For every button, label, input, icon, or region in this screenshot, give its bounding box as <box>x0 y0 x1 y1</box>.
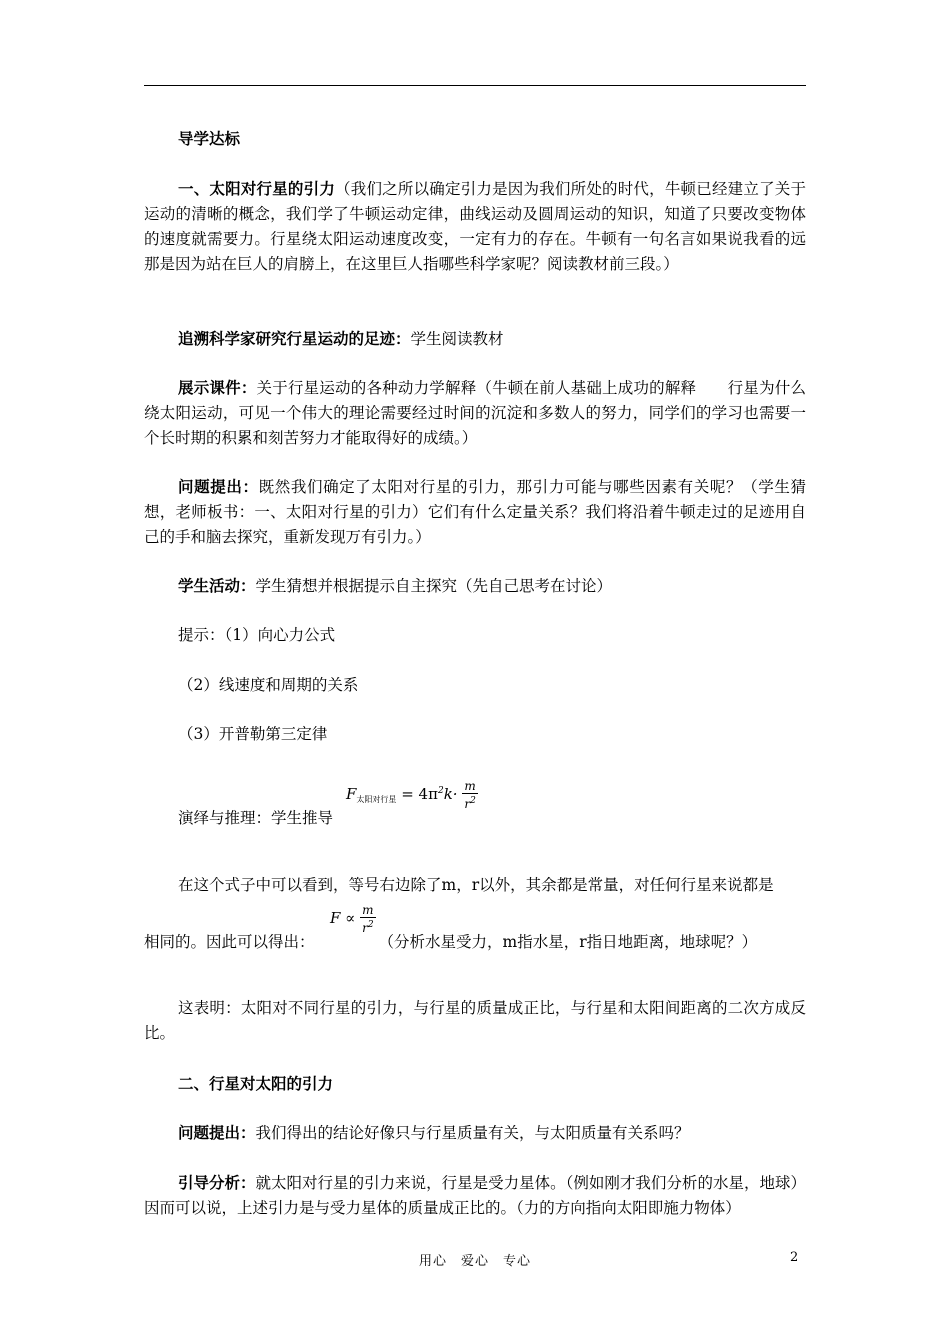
question2-label: 问题提出： <box>178 1123 256 1142</box>
derivation-text: 演绎与推理：学生推导 <box>178 809 334 827</box>
trace-label: 追溯科学家研究行星运动的足迹： <box>178 329 411 348</box>
hint-3: （3）开普勒第三定律 <box>178 725 328 743</box>
question2-text: 我们得出的结论好像只与行星质量有关，与太阳质量有关系吗？ <box>255 1124 690 1142</box>
hint-2: （2）线速度和周期的关系 <box>178 676 359 694</box>
header-rule <box>144 85 806 86</box>
courseware-label: 展示课件： <box>178 378 257 397</box>
activity-label: 学生活动： <box>178 576 256 595</box>
question1-label: 问题提出： <box>178 477 259 496</box>
guide-paragraph <box>144 1170 806 1221</box>
activity-text: 学生猜想并根据提示自主探究（先自己思考在讨论） <box>255 577 613 595</box>
statement: 这表明：太阳对不同行星的引力，与行星的质量成正比，与行星和太阳间距离的二次方成反比。 <box>144 999 806 1042</box>
conclusion-line1: 在这个式子中可以看到，等号右边除了m，r以外，其余都是常量，对任何行星来说都是 <box>178 876 774 894</box>
guide-text: 就太阳对行星的引力来说，行星是受力星体。（例如刚才我们分析的水星，地球）因而可以说，上述引力是与受力星体的质量成正比的。（力的方向指向太阳即施力物体） <box>144 1174 806 1217</box>
section1-title: 一、太阳对行星的引力 <box>178 179 336 198</box>
trace-paragraph <box>144 326 806 352</box>
heading: 导学达标 <box>178 129 241 148</box>
question1-paragraph <box>144 474 806 550</box>
section1-body: （我们之所以确定引力是因为我们所处的时代，牛顿已经建立了关于运动的清晰的概念，我们学了牛顿运动定律，曲线运动及圆周运动的知识，知道了只要改变物体的速度就需要力。行星绕太阳运动速度改变，一定有力的存在。牛顿有一句名言如果说我看的远那是因为站在巨人的肩膀上，在这里巨人指哪些科学家呢？阅读教材前三段。） <box>144 180 806 273</box>
guide-label: 引导分析： <box>178 1173 256 1192</box>
formula-proportionality: F ∝ $\frac{m}{r^2}$ <box>330 903 374 935</box>
activity-paragraph <box>144 573 806 599</box>
section1-paragraph <box>144 176 806 277</box>
footer-text: 用心 爱心 专心 <box>418 1254 531 1269</box>
section2-title: 二、行星对太阳的引力 <box>178 1074 334 1093</box>
trace-text: 学生阅读教材 <box>410 330 504 348</box>
hint-1: 提示：（1）向心力公式 <box>178 626 336 644</box>
formula-gravity-sun-on-planet: $F_{太阳对行星} = 4\pi^2k\cdot$ $\frac{m}{r^2}$ <box>346 779 476 811</box>
courseware-paragraph <box>144 375 806 451</box>
question2-paragraph <box>144 1120 806 1146</box>
conclusion-line2: 相同的。因此可以得出： （分析水星受力，m指水星，r指日地距离，地球呢？） <box>144 933 758 951</box>
page-number: 2 <box>790 1250 799 1265</box>
question1-text: 既然我们确定了太阳对行星的引力，那引力可能与哪些因素有关呢？（学生猜想，老师板书：一、太阳对行星的引力）它们有什么定量关系？我们将沿着牛顿走过的足迹用自己的手和脑去探究，重新发现万有引力。） <box>144 478 806 546</box>
courseware-text: 关于行星运动的各种动力学解释（牛顿在前人基础上成功的解释 行星为什么绕太阳运动，可见一个伟大的理论需要经过时间的沉淀和多数人的努力，同学们的学习也需要一个长时期的积累和刻苦努力才能取得好的成绩。） <box>144 379 806 447</box>
